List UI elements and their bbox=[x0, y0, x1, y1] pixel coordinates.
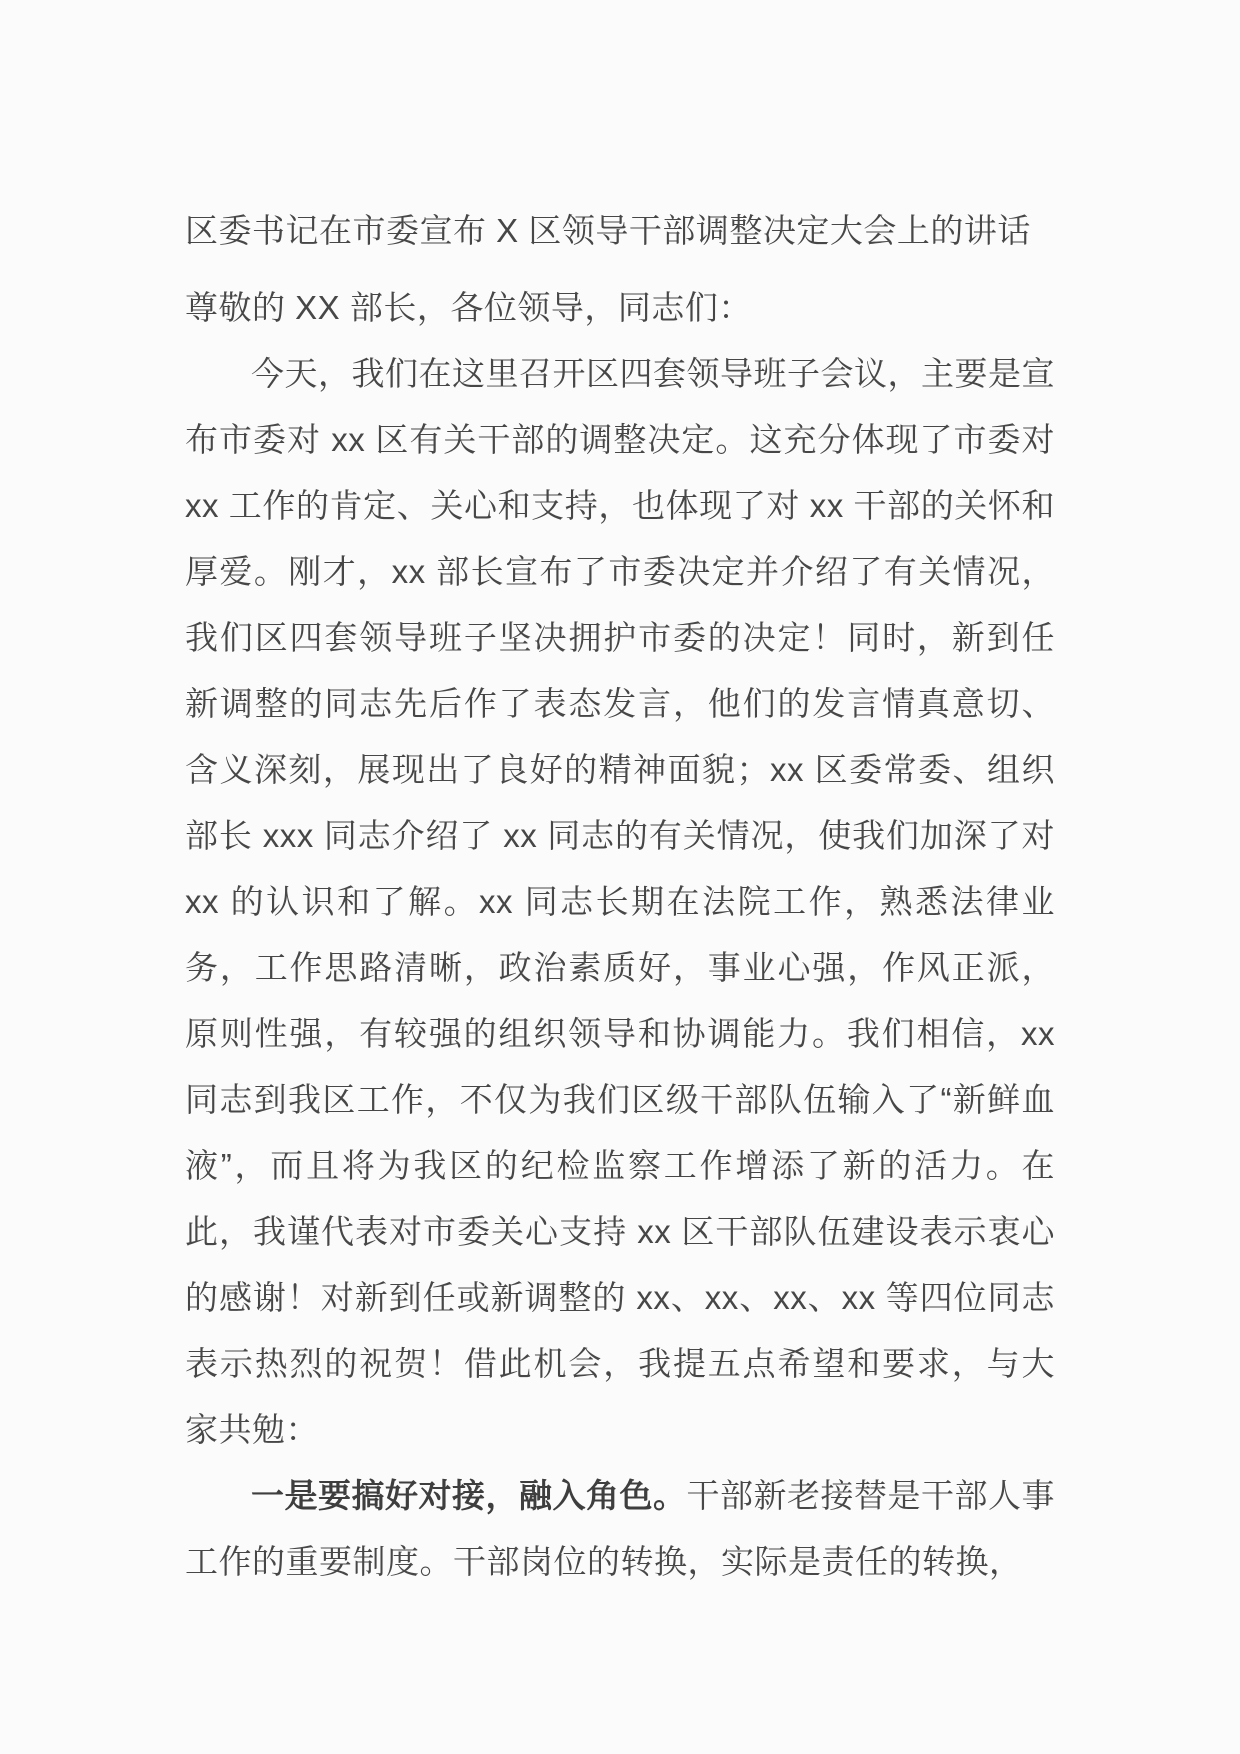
paragraph-body bbox=[185, 341, 1055, 1463]
paragraph-point-one bbox=[185, 1463, 1055, 1595]
greeting-line: 尊敬的 XX 部长，各位领导，同志们： bbox=[185, 289, 752, 326]
paragraph-point-one-lead: 一是要搞好对接，融入角色。 bbox=[251, 1477, 687, 1514]
paragraph-body-text: 今天，我们在这里召开区四套领导班子会议，主要是宣布市委对 xx 区有关干部的调整决定。这充分体现了市委对 xx 工作的肯定、关心和支持，也体现了对 xx 干部的关怀和厚爱。刚才，xx 部长宣布了市委决定并介绍了有关情况，我们区四套领导班子坚决拥护市委的决定！同时，新到任新调整的同志先后作了表态发言，他们的发言情真意切、含义深刻，展现出了良好的精神面貌；xx 区委常委、组织部长 xxx 同志介绍了 xx 同志的有关情况，使我们加深了对 xx 的认识和了解。xx 同志长期在法院工作，熟悉法律业务，工作思路清晰，政治素质好，事业心强，作风正派，原则性强，有较强的组织领导和协调能力。我们相信，xx 同志到我区工作，不仅为我们区级干部队伍输入了“新鲜血液”，而且将为我区的纪检监察工作增添了新的活力。在此，我谨代表对市委关心支持 xx 区干部队伍建设表示衷心的感谢！对新到任或新调整的 xx、xx、xx、xx 等四位同志表示热烈的祝贺！借此机会，我提五点希望和要求，与大家共勉： bbox=[185, 355, 1055, 1448]
paragraph-point-one-text: 干部新老接替是干部人事工作的重要制度。干部岗位的转换，实际是责任的转换， bbox=[185, 1477, 1055, 1580]
document-title: 区委书记在市委宣布 X 区领导干部调整决定大会上的讲话 bbox=[185, 212, 1031, 249]
